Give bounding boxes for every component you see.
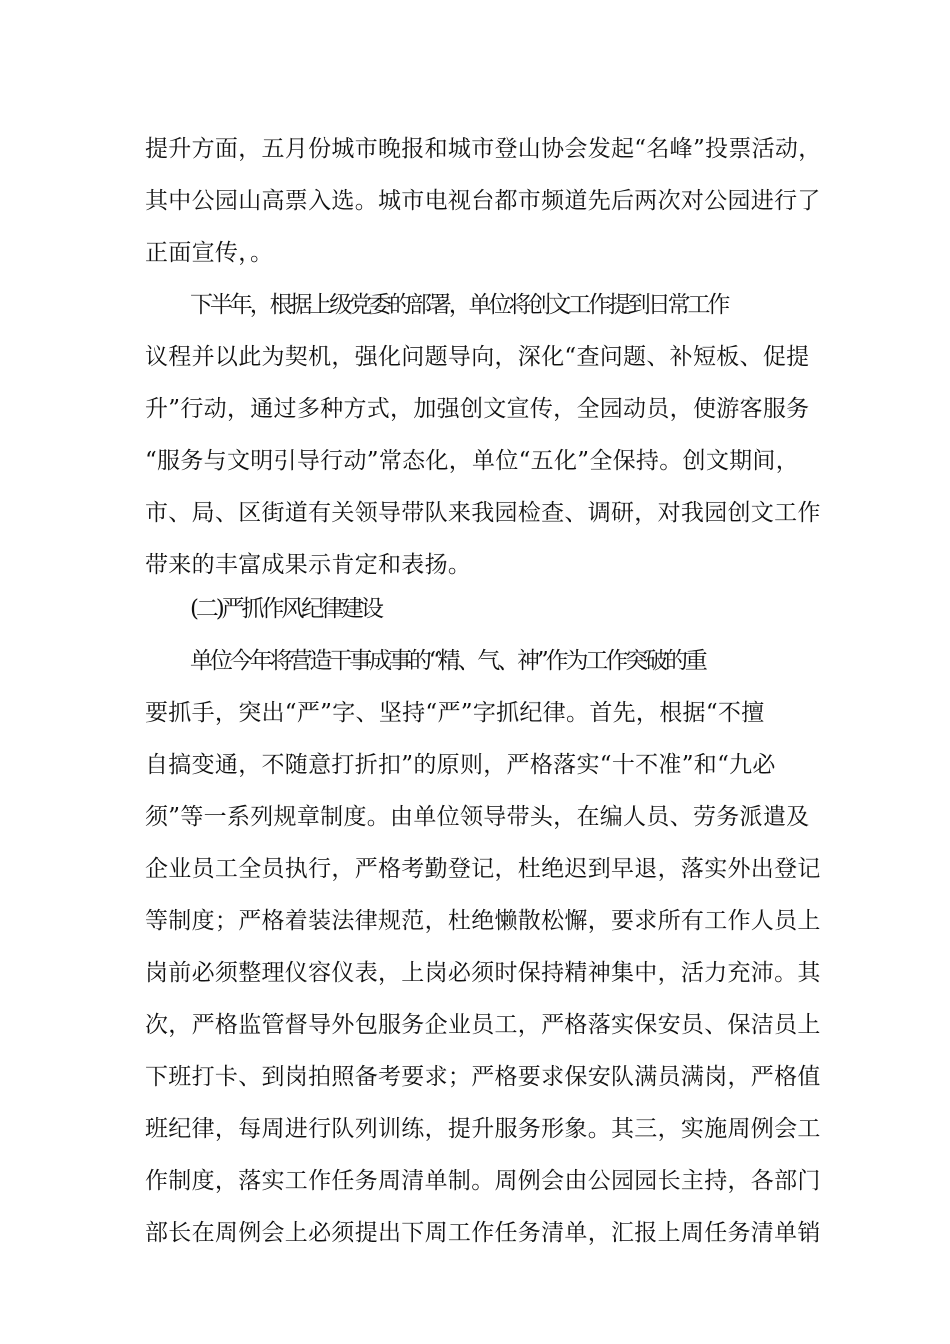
paragraph-line: 次，严格监管督导外包服务企业员工，严格落实保安员、保洁员上 xyxy=(145,1012,821,1038)
paragraph-line: 要抓手，突出“严”字、坚持“严”字抓纪律。首先，根据“不擅 xyxy=(145,700,765,726)
paragraph-line: 作制度，落实工作任务周清单制。周例会由公园园长主持，各部门 xyxy=(145,1168,821,1194)
paragraph-line: 议程并以此为契机，强化问题导向，深化“查问题、补短板、促提 xyxy=(145,344,810,370)
paragraph-line: 升”行动，通过多种方式，加强创文宣传，全园动员，使游客服务 xyxy=(145,396,810,422)
paragraph-line: 企业员工全员执行，严格考勤登记，杜绝迟到早退，落实外出登记 xyxy=(145,856,821,882)
paragraph-line: 班纪律，每周进行队列训练，提升服务形象。其三，实施周例会工 xyxy=(145,1116,821,1142)
paragraph-line: 下半年，根据上级党委的部署，单位将创文工作提到日常工作 xyxy=(190,292,728,318)
paragraph-line: 等制度；严格着装法律规范，杜绝懒散松懈，要求所有工作人员上 xyxy=(145,908,821,934)
paragraph-line: 市、局、区街道有关领导带队来我园检查、调研，对我园创文工作 xyxy=(145,500,821,526)
paragraph-line: 岗前必须整理仪容仪表，上岗必须时保持精神集中，活力充沛。其 xyxy=(145,960,821,986)
paragraph-line: 提升方面，五月份城市晚报和城市登山协会发起“名峰”投票活动， xyxy=(145,136,822,162)
paragraph-line: 须”等一系列规章制度。由单位领导带头，在编人员、劳务派遣及 xyxy=(145,804,810,830)
paragraph-line: 正面宣传，。 xyxy=(145,240,274,266)
paragraph-line: 单位今年将营造干事成事的“精、气、神”作为工作突破的重 xyxy=(190,648,705,674)
paragraph-line: 自搞变通，不随意打折扣”的原则，严格落实“十不准”和“九必 xyxy=(145,752,776,778)
paragraph-line: 部长在周例会上必须提出下周工作任务清单，汇报上周任务清单销 xyxy=(145,1220,821,1246)
paragraph-line: 带来的丰富成果示肯定和表扬。 xyxy=(145,552,472,578)
paragraph-line: 其中公园山高票入选。城市电视台都市频道先后两次对公园进行了 xyxy=(145,188,821,214)
paragraph-line: 下班打卡、到岗拍照备考要求；严格要求保安队满员满岗，严格值 xyxy=(145,1064,821,1090)
paragraph-line: “服务与文明引导行动”常态化，单位“五化”全保持。创文期间， xyxy=(145,448,800,474)
section-heading: (二)严抓作风纪律建设 xyxy=(190,596,381,622)
